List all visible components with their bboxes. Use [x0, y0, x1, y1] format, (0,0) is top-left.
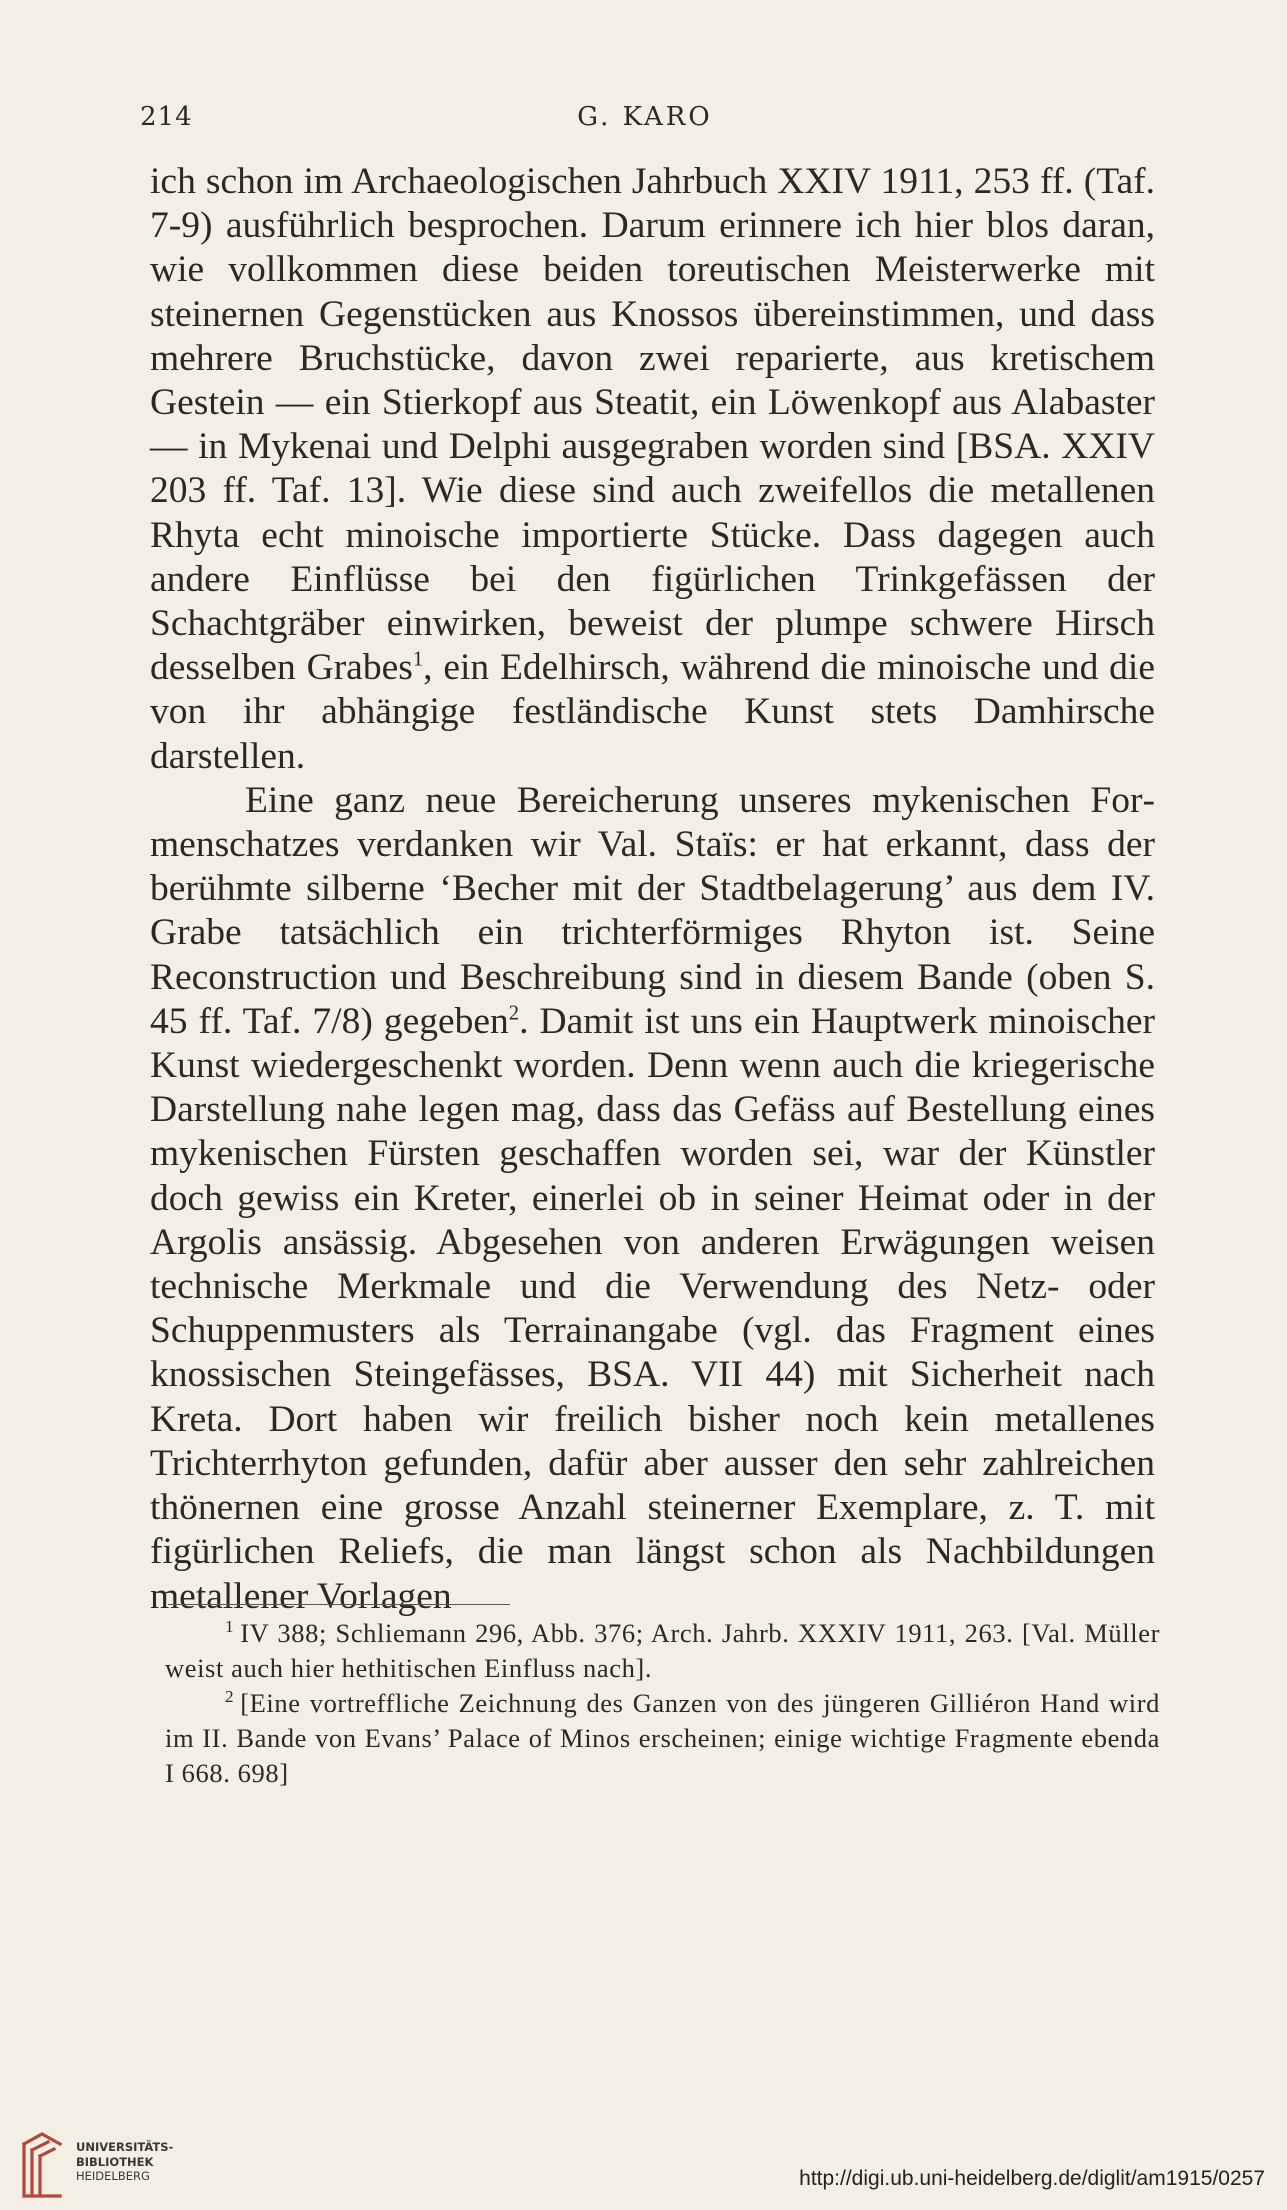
paragraph-2-text-a: Eine ganz neue Bereicherung unseres mykenischen Formenschatzes verdanken wir Val. Staïs: er hat erkannt, dass der berühmte silberne ‘Becher mit der Stadtbelagerung’ aus dem IV. Grabe tatsächlich ein trichterförmiges Rhyton ist. Seine Reconstruction und Beschreibung sind in diesem Bande (oben S. 45 ff. Taf. 7/8) gegeben [150, 779, 1155, 1042]
footnote-1-text: IV 388; Schliemann 296, Abb. 376; Arch. Jahrb. XXXIV 1911, 263. [Val. Müller weist auch hier hethitischen Einfluss nach]. [165, 1618, 1160, 1683]
running-title: G. KARO [577, 102, 713, 132]
paragraph-2 [150, 779, 1155, 1619]
page-number: 214 [140, 102, 193, 132]
paragraph-1 [150, 160, 1155, 779]
library-logo[interactable] [14, 2130, 194, 2202]
footnote-2-mark: 2 [225, 1687, 235, 1707]
footnote-1 [165, 1616, 1160, 1686]
paragraph-1-text-b: , ein Edelhirsch, während die minoische und die von ihr abhängige festländische Kunst stets Damhirsche darstellen. [150, 647, 1155, 777]
paragraph-2-text-b: . Damit ist uns ein Hauptwerk minoischer Kunst wiedergeschenkt worden. Denn wenn auch die kriegerische Darstellung nahe legen mag, dass das Gefäss auf Bestellung eines mykenischen Fürsten geschaffen worden sei, war der Künstler doch gewiss ein Kreter, einerlei ob in seiner Heimat oder in der Argolis ansässig. Abgesehen von anderen Erwägungen weisen technische Merkmale und die Verwendung des Netz- oder Schuppenmusters als Terrainangabe (vgl. das Fragment eines knossischen Steingefässes, BSA. VII 44) mit Sicherheit nach Kreta. Dort haben wir freilich bisher noch kein metallenes Trichterrhyton gefunden, dafür aber ausser den sehr zahlreichen thönernen eine grosse Anzahl steinerner Exemplare, z. T. mit figürlichen Reliefs, die man längst schon als Nachbildungen metallener Vorlagen [150, 1000, 1155, 1617]
running-head [140, 102, 1150, 142]
library-emblem-icon [14, 2130, 70, 2202]
footnote-ref-2: 2 [508, 1002, 520, 1025]
library-name [76, 2140, 173, 2184]
footnote-1-mark: 1 [225, 1617, 235, 1637]
footnote-divider [168, 1604, 510, 1605]
body-text [150, 160, 1155, 1619]
source-url-link[interactable]: http://digi.ub.uni-heidelberg.de/diglit/am1915/0257 [799, 2167, 1265, 2190]
library-name-line-2: BIBLIOTHEK [76, 2154, 154, 2169]
paragraph-1-text-a: ich schon im Archaeologischen Jahrbuch XXIV 1911, 253 ff. (Taf. 7-9) ausführlich besprochen. Darum erinnere ich hier blos daran, wie vollkommen diese beiden toreutischen Meisterwerke mit steinernen Gegenstücken aus Knossos übereinstimmen, und dass mehrere Bruchstücke, davon zwei reparierte, aus kretischem Gestein — ein Stierkopf aus Steatit, ein Löwenkopf aus Alabaster — in Mykenai und Delphi ausgegraben worden sind [BSA. XXIV 203 ff. Taf. 13]. Wie diese sind auch zweifellos die metallenen Rhyta echt minoische importierte Stücke. Dass dagegen auch andere Einflüsse bei den figürlichen Trinkgefässen der Schachtgräber einwirken, beweist der plumpe schwere Hirsch desselben Grabes [150, 161, 1155, 689]
footnote-2-text: [Eine vortreffliche Zeichnung des Ganzen von des jüngeren Gilliéron Hand wird im II. Bande von Evans’ Palace of Minos erscheinen; einige wichtige Fragmente ebenda I 668. 698] [165, 1688, 1160, 1788]
footnote-ref-1: 1 [412, 648, 424, 671]
library-name-line-3: HEIDELBERG [76, 2169, 150, 2183]
footnote-2 [165, 1686, 1160, 1791]
library-name-line-1: UNIVERSITÄTS- [76, 2140, 174, 2154]
footnotes [165, 1616, 1160, 1791]
